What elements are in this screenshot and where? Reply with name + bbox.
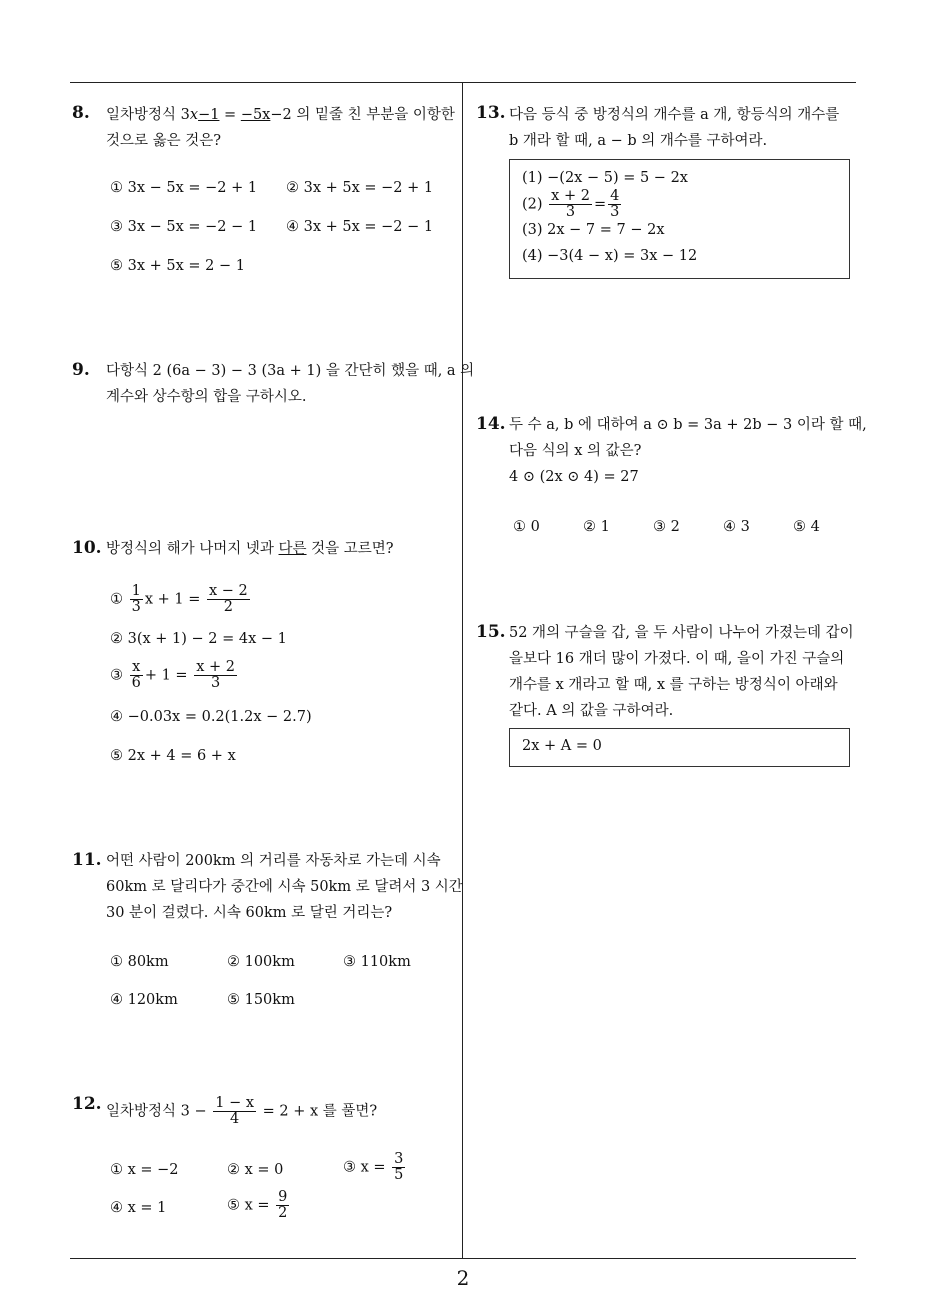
denominator: 2 — [278, 1205, 288, 1221]
question-text-line3: 4 ⊙ (2x ⊙ 4) = 27 — [509, 469, 639, 485]
question-text-line2: 계수와 상수항의 합을 구하시오. — [106, 389, 307, 405]
denominator: 4 — [230, 1111, 240, 1127]
text-part: −2 의 밑줄 친 부분을 이항한 — [270, 107, 455, 123]
fraction — [549, 189, 592, 220]
question-text-line3: 개수를 x 개라고 할 때, x 를 구하는 방정식이 아래와 — [509, 677, 838, 693]
text-part: = 2 + x 를 풀면? — [262, 1103, 378, 1120]
text-part: 것을 고르면? — [306, 541, 394, 557]
choice-3[interactable]: ③ 2 — [653, 519, 680, 535]
question-text-line1: 다음 등식 중 방정식의 개수를 a 개, 항등식의 개수를 — [509, 107, 840, 123]
choice-3[interactable] — [110, 660, 239, 691]
equation-box — [509, 728, 850, 767]
numerator: x + 2 — [196, 659, 235, 675]
numerator: x − 2 — [208, 583, 248, 599]
question-text-line1 — [106, 102, 455, 129]
denominator: 2 — [223, 599, 233, 615]
fraction — [392, 1152, 405, 1183]
fraction — [130, 584, 143, 615]
choice-4[interactable]: ④ 3x + 5x = −2 − 1 — [286, 219, 434, 235]
bottom-rule — [70, 1258, 856, 1259]
numerator: 1 − x — [215, 1095, 255, 1111]
choice-1[interactable] — [110, 584, 252, 615]
question-number: 13. — [476, 103, 506, 123]
question-text-line2: 다음 식의 x 의 값은? — [509, 443, 642, 459]
question-text-line1: 두 수 a, b 에 대하여 a ⊙ b = 3a + 2b − 3 이라 할 때, — [509, 417, 867, 433]
question-text-line2: 60km 로 달리다가 중간에 시속 50km 로 달려서 3 시간 — [106, 879, 463, 895]
numerator: x + 2 — [551, 188, 590, 204]
question-text-line1: 어떤 사람이 200km 의 거리를 자동차로 가는데 시속 — [106, 853, 441, 869]
page-number: 2 — [456, 1266, 470, 1290]
question-text-line1: 52 개의 구슬을 갑, 을 두 사람이 나누어 가졌는데 갑이 — [509, 625, 854, 641]
text-part: ③ x = — [343, 1159, 386, 1176]
numerator: 4 — [610, 188, 620, 204]
question-number: 15. — [476, 622, 506, 642]
text-part: = — [593, 196, 607, 213]
choice-4[interactable]: ④ −0.03x = 0.2(1.2x − 2.7) — [110, 709, 312, 725]
question-number: 14. — [476, 414, 506, 434]
choice-mark: ① — [110, 591, 123, 608]
numerator: 9 — [278, 1189, 288, 1205]
question-text — [106, 1096, 377, 1127]
choice-2[interactable]: ② 3x + 5x = −2 + 1 — [286, 180, 434, 196]
fraction — [207, 584, 250, 615]
choice-5[interactable] — [227, 1190, 291, 1221]
numerator: x — [130, 660, 143, 676]
choice-1[interactable]: ① 0 — [513, 519, 540, 535]
question-text-line1: 다항식 2 (6a − 3) − 3 (3a + 1) 을 간단히 했을 때, a 의 — [106, 363, 475, 379]
choice-5[interactable]: ⑤ 2x + 4 = 6 + x — [110, 748, 236, 764]
choice-5[interactable]: ⑤ 150km — [227, 992, 295, 1008]
choice-5[interactable]: ⑤ 3x + 5x = 2 − 1 — [110, 258, 245, 274]
question-number: 9. — [72, 360, 90, 380]
text-part: x — [189, 107, 199, 123]
text-part: 일차방정식 3 — [106, 107, 190, 123]
text-part: ⑤ x = — [227, 1197, 270, 1214]
text-part: = — [219, 107, 241, 123]
equation-1: (1) −(2x − 5) = 5 − 2x — [522, 170, 688, 186]
choice-1[interactable]: ① x = −2 — [110, 1162, 179, 1178]
choice-1[interactable]: ① 80km — [110, 954, 169, 970]
column-divider — [462, 82, 463, 1258]
equation: 2x + A = 0 — [522, 738, 602, 754]
denominator: 5 — [394, 1167, 404, 1183]
fraction — [130, 660, 143, 691]
expr: + 1 = — [144, 667, 188, 684]
equation-3: (3) 2x − 7 = 7 − 2x — [522, 222, 665, 238]
denominator: 6 — [131, 675, 141, 691]
denominator: 3 — [565, 204, 576, 220]
choice-3[interactable]: ③ 3x − 5x = −2 − 1 — [110, 219, 258, 235]
text-part: (2) — [522, 196, 543, 213]
choice-3[interactable]: ③ 110km — [343, 954, 411, 970]
fraction — [194, 660, 237, 691]
question-text-line2: 을보다 16 개더 많이 가졌다. 이 때, 을이 가진 구슬의 — [509, 651, 845, 667]
denominator: 3 — [210, 675, 221, 691]
denominator: 3 — [610, 204, 620, 220]
underlined-term: −5x — [240, 107, 271, 123]
text-part: 방정식의 해가 나머지 넷과 — [106, 541, 279, 557]
underlined-term: −1 — [198, 107, 220, 123]
question-number: 12. — [72, 1094, 102, 1114]
choice-4[interactable]: ④ 3 — [723, 519, 750, 535]
question-text-line2: 것으로 옳은 것은? — [106, 133, 222, 149]
choice-4[interactable]: ④ x = 1 — [110, 1200, 167, 1216]
text-part: 일차방정식 3 − — [106, 1103, 207, 1120]
fraction — [276, 1190, 289, 1221]
fraction — [213, 1096, 256, 1127]
expr: x + 1 = — [144, 591, 201, 608]
equation-4: (4) −3(4 − x) = 3x − 12 — [522, 248, 698, 264]
question-number: 10. — [72, 538, 102, 558]
equations-box — [509, 159, 850, 279]
fraction — [608, 189, 621, 220]
underlined-word: 다른 — [278, 541, 307, 557]
denominator: 3 — [131, 599, 141, 615]
choice-2[interactable]: ② 1 — [583, 519, 610, 535]
numerator: 3 — [394, 1151, 404, 1167]
question-number: 8. — [72, 103, 90, 123]
choice-mark: ③ — [110, 667, 123, 684]
choice-4[interactable]: ④ 120km — [110, 992, 178, 1008]
equation-2 — [522, 189, 623, 220]
choice-5[interactable]: ⑤ 4 — [793, 519, 820, 535]
choice-1[interactable]: ① 3x − 5x = −2 + 1 — [110, 180, 258, 196]
question-text — [106, 536, 394, 563]
question-text-line4: 같다. A 의 값을 구하여라. — [509, 703, 674, 719]
question-number: 11. — [72, 850, 102, 870]
numerator: 1 — [131, 583, 141, 599]
top-rule — [70, 82, 856, 83]
question-text-line2: b 개라 할 때, a − b 의 개수를 구하여라. — [509, 133, 768, 149]
choice-2[interactable]: ② 3(x + 1) − 2 = 4x − 1 — [110, 631, 287, 647]
choice-3[interactable] — [343, 1152, 407, 1183]
choice-2[interactable]: ② x = 0 — [227, 1162, 284, 1178]
choice-2[interactable]: ② 100km — [227, 954, 295, 970]
question-text-line3: 30 분이 걸렸다. 시속 60km 로 달린 거리는? — [106, 905, 393, 921]
